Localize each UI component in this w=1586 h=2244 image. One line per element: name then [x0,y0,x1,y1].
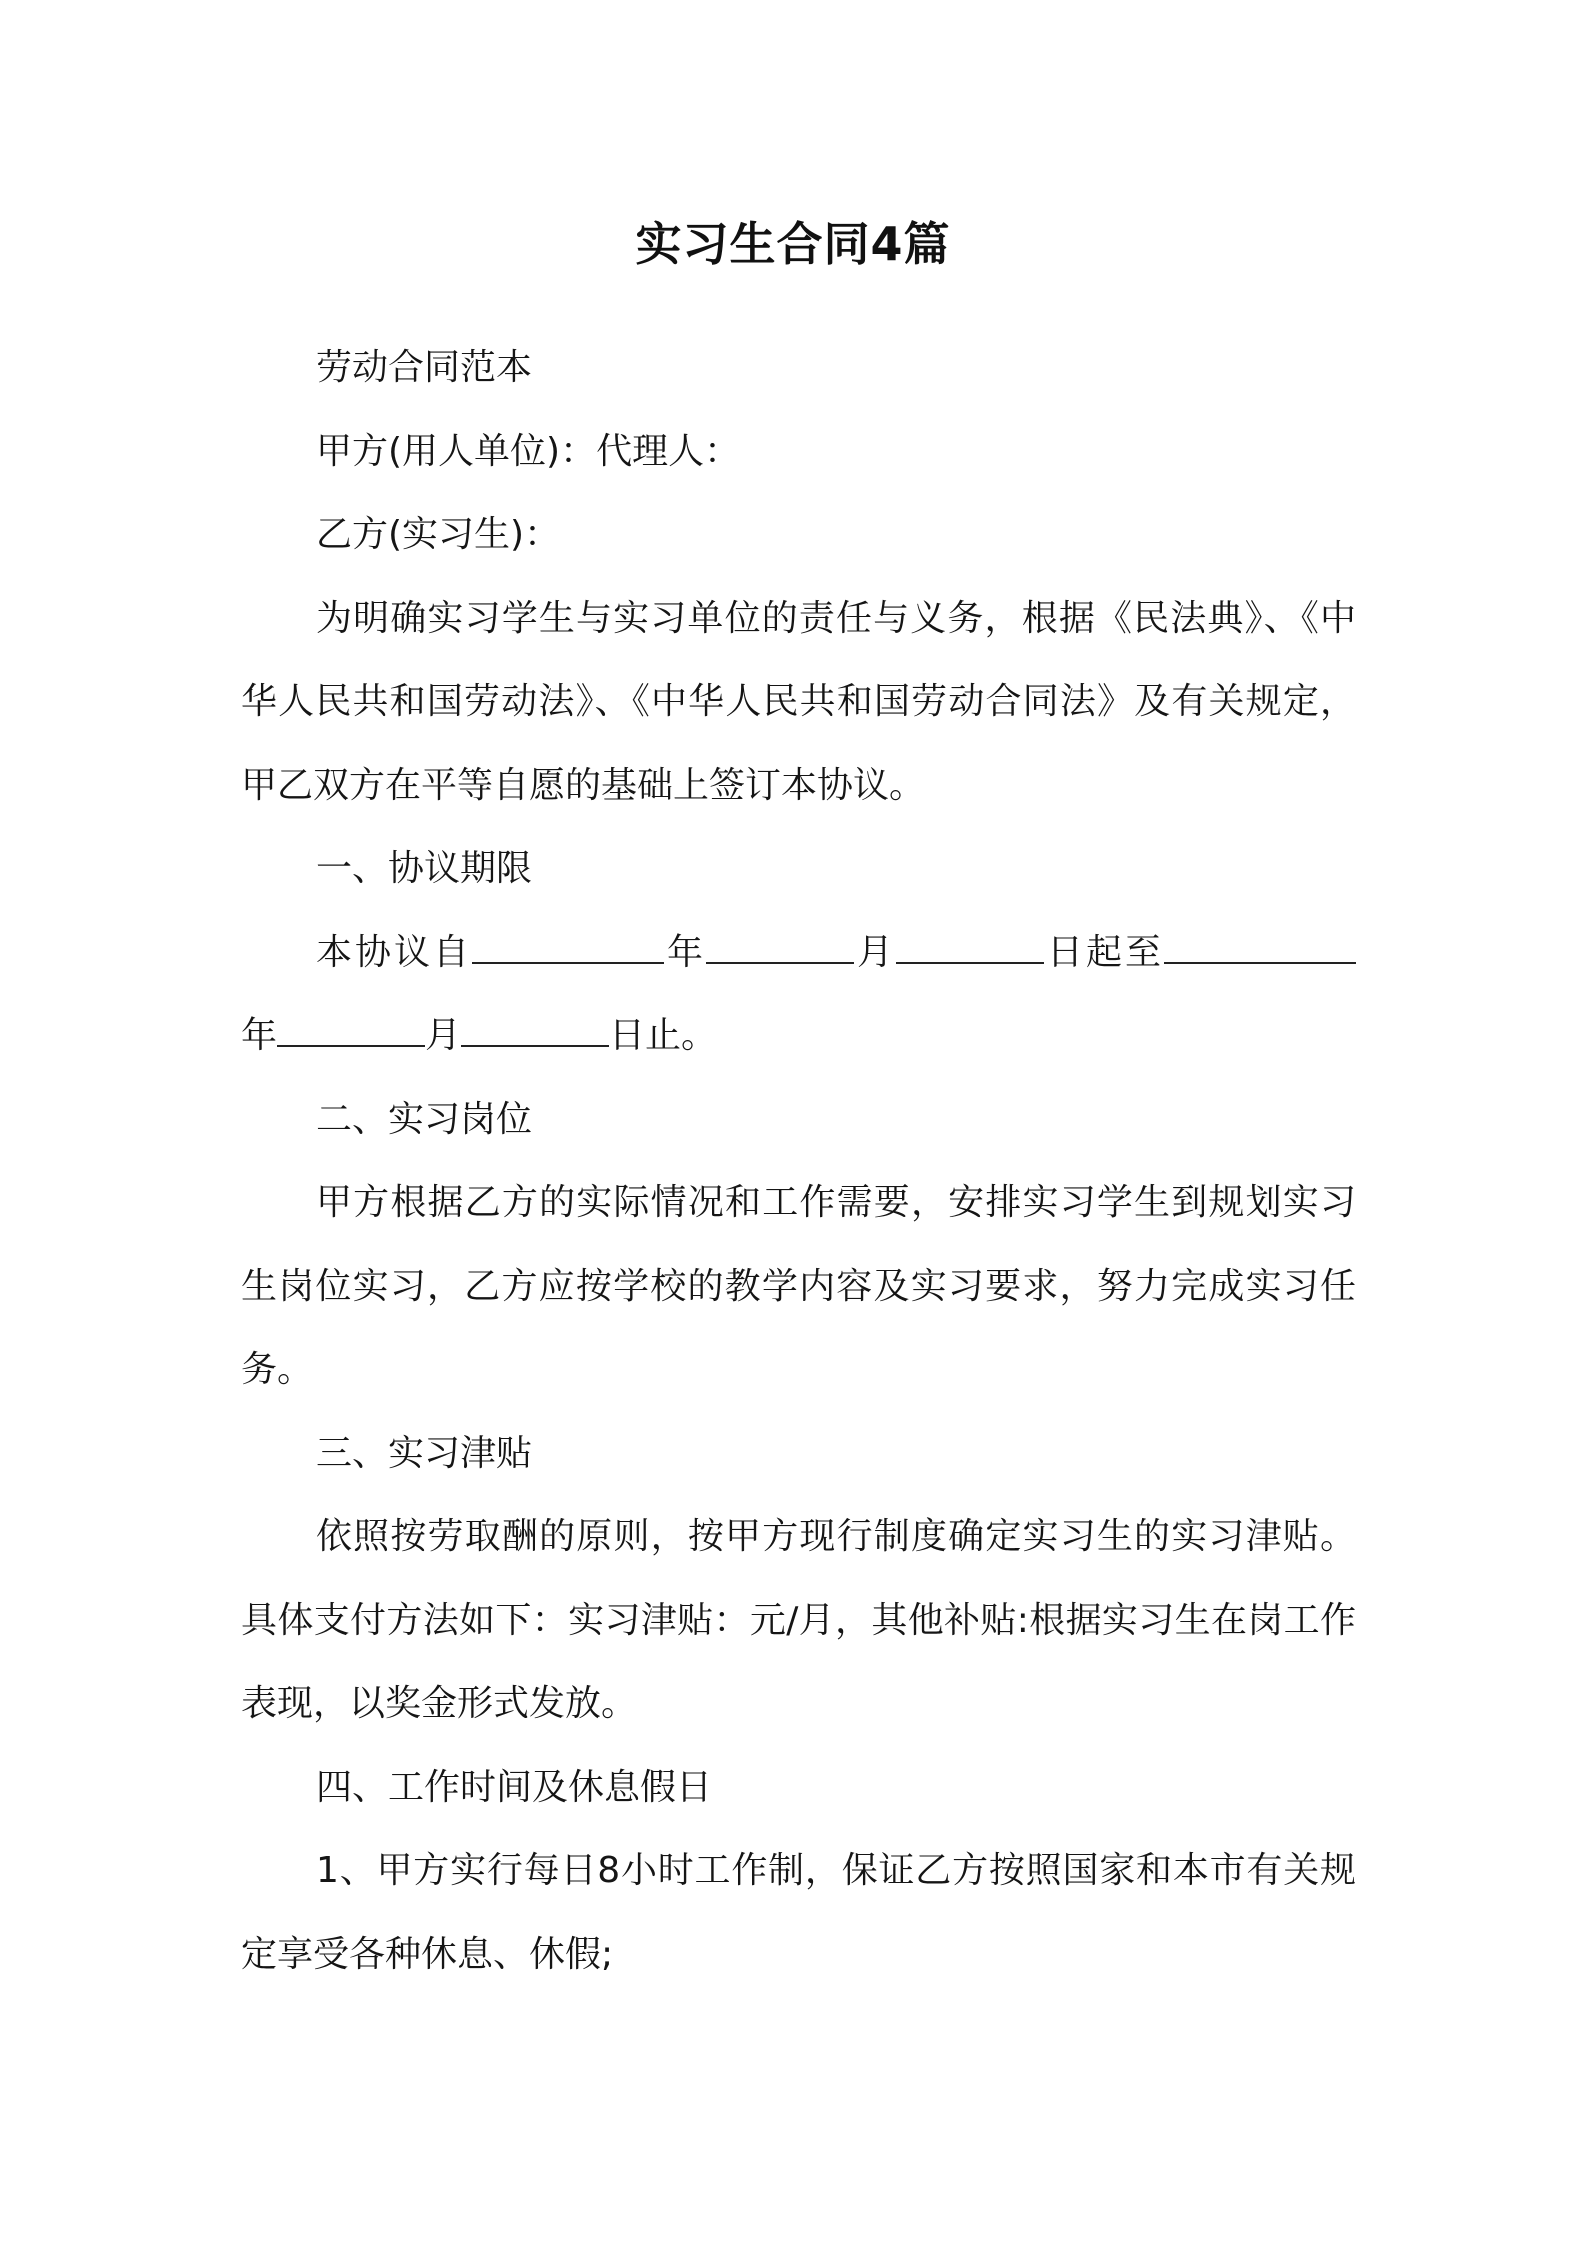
paragraph-party-a: 甲方(用人单位)：代理人： [316,430,741,472]
section-heading-position: 二、实习岗位 [316,1098,533,1140]
document-title: 实习生合同4篇 [635,217,951,271]
section-heading-term: 一、协议期限 [316,848,533,889]
blank-end-year [1164,932,1356,964]
section-heading-allowance: 三、实习津贴 [316,1432,533,1474]
term-text-from: 本协议自 [316,931,472,973]
term-text-month: 月 [853,931,896,973]
paragraph-position: 甲方根据乙方的实际情况和工作需要，安排实习学生到规划实习生岗位实习，乙方应按学校的教学内容及实习要求，努力完成实习任务。 [241,1182,1356,1390]
paragraph-working-hours: 1、甲方实行每日8小时工作制，保证乙方按照国家和本市有关规定享受各种休息、休假; [241,1850,1356,1975]
term-text-end-month: 月 [425,1015,462,1056]
paragraph-party-b: 乙方(实习生)： [316,514,561,555]
blank-end-month [277,1015,425,1047]
blank-start-day [896,932,1044,964]
paragraph-contract-template: 劳动合同范本 [316,347,533,388]
term-text-end-year: 年 [241,1015,278,1056]
section-heading-working-hours: 四、工作时间及休息假日 [316,1766,713,1808]
blank-start-month [706,932,854,964]
blank-end-day [461,1015,609,1047]
term-text-end: 日止。 [609,1015,718,1056]
document-body [241,326,1356,1996]
term-text-until: 日起至 [1043,931,1164,973]
paragraph-purpose: 为明确实习学生与实习单位的责任与义务，根据《民法典》、《中华人民共和国劳动法》、《中华人民共和国劳动合同法》及有关规定，甲乙双方在平等自愿的基础上签订本协议。 [241,597,1356,806]
paragraph-allowance: 依照按劳取酬的原则，按甲方现行制度确定实习生的实习津贴。具体支付方法如下：实习津贴：元/月，其他补贴:根据实习生在岗工作表现，以奖金形式发放。 [241,1516,1356,1724]
blank-start-year [472,932,664,964]
paragraph-term-dates [241,911,1356,1078]
term-text-year: 年 [663,931,706,973]
